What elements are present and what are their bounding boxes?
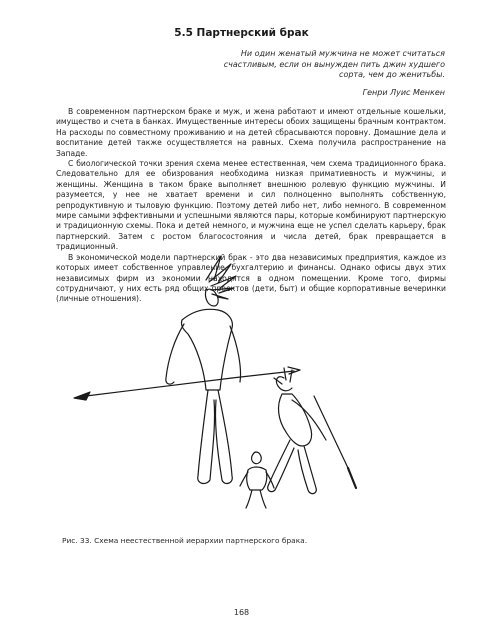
woman-spear (314, 396, 356, 488)
man-leg-left (198, 390, 215, 483)
paragraph: С биологической точки зрения схема менее естественная, чем схема традиционного брака. Следовательно для ее обизрования необходима низкая приматиевность и мужчины, и женщины. Женщина в таком браке выполняет внешнюю ролевую функцию мужчины. И разумеется, у нее не хватает времени и сил полноценно выполнять собственную, репродуктивную и тыловую функцию. Поэтому детей либо нет, либо немного. В современном мире самыми эффективными и успешными являются пары, которые комбинируют партнерскую и традиционную схемы. Пока и детей немного, и мужчина еще не успел сделать карьеру, брак партнерский. Затем с ростом благосостояния и числа детей, брак превращается в традиционный. (56, 159, 446, 252)
man-arm-right (230, 326, 241, 382)
long-spear (74, 367, 300, 400)
paragraph: В экономической модели партнерский брак - это два независимых предприятия, каждое из которых имеет собственное управление, бухгалтерию и финансы. Однако офисы двух этих независимых фирм из экономии находятся в одном помещении. Кроме того, фирмы сотрудничают, у них есть ряд общих проектов (дети, быт) и общие корпоративные вечеринки (личные отношения). (56, 252, 446, 304)
illustration-rock-art (56, 250, 446, 520)
woman-leg-right (298, 446, 316, 494)
page-number: 168 (233, 608, 250, 617)
man-arm-left (166, 324, 184, 384)
woman-leg-left (268, 440, 294, 492)
epigraph-line: счастливым, если он вынужден пить джин худшего (223, 59, 445, 69)
man-head (205, 289, 218, 306)
epigraph-line: сорта, чем до женитьбы. (339, 70, 445, 80)
paragraph: В современном партнерском браке и муж, и жена работают и имеют отдельные кошельки, имущество и счета в банках. Имущественные интересы обоих защищены брачным контрактом. На расходы по совместному проживанию и на детей сбрасываются поровну. Домашние дела и воспитание детей также осуществляется на равных. Схема получила распространение на Западе. (56, 107, 446, 158)
epigraph (213, 49, 445, 81)
figure-caption: Рис. 33. Схема неестественной иерархии партнерского брака. (62, 536, 308, 545)
epigraph-author: Генри Луис Менкен (362, 88, 445, 97)
man-leg-right (215, 390, 232, 483)
man-headdress (206, 256, 236, 299)
woman-arm (292, 400, 326, 440)
man-body (181, 309, 232, 390)
section-heading: 5.5 Партнерский брак (174, 27, 309, 39)
epigraph-line: Ни один женатый мужчина не может считаться (240, 49, 445, 58)
child-figure (240, 452, 274, 508)
